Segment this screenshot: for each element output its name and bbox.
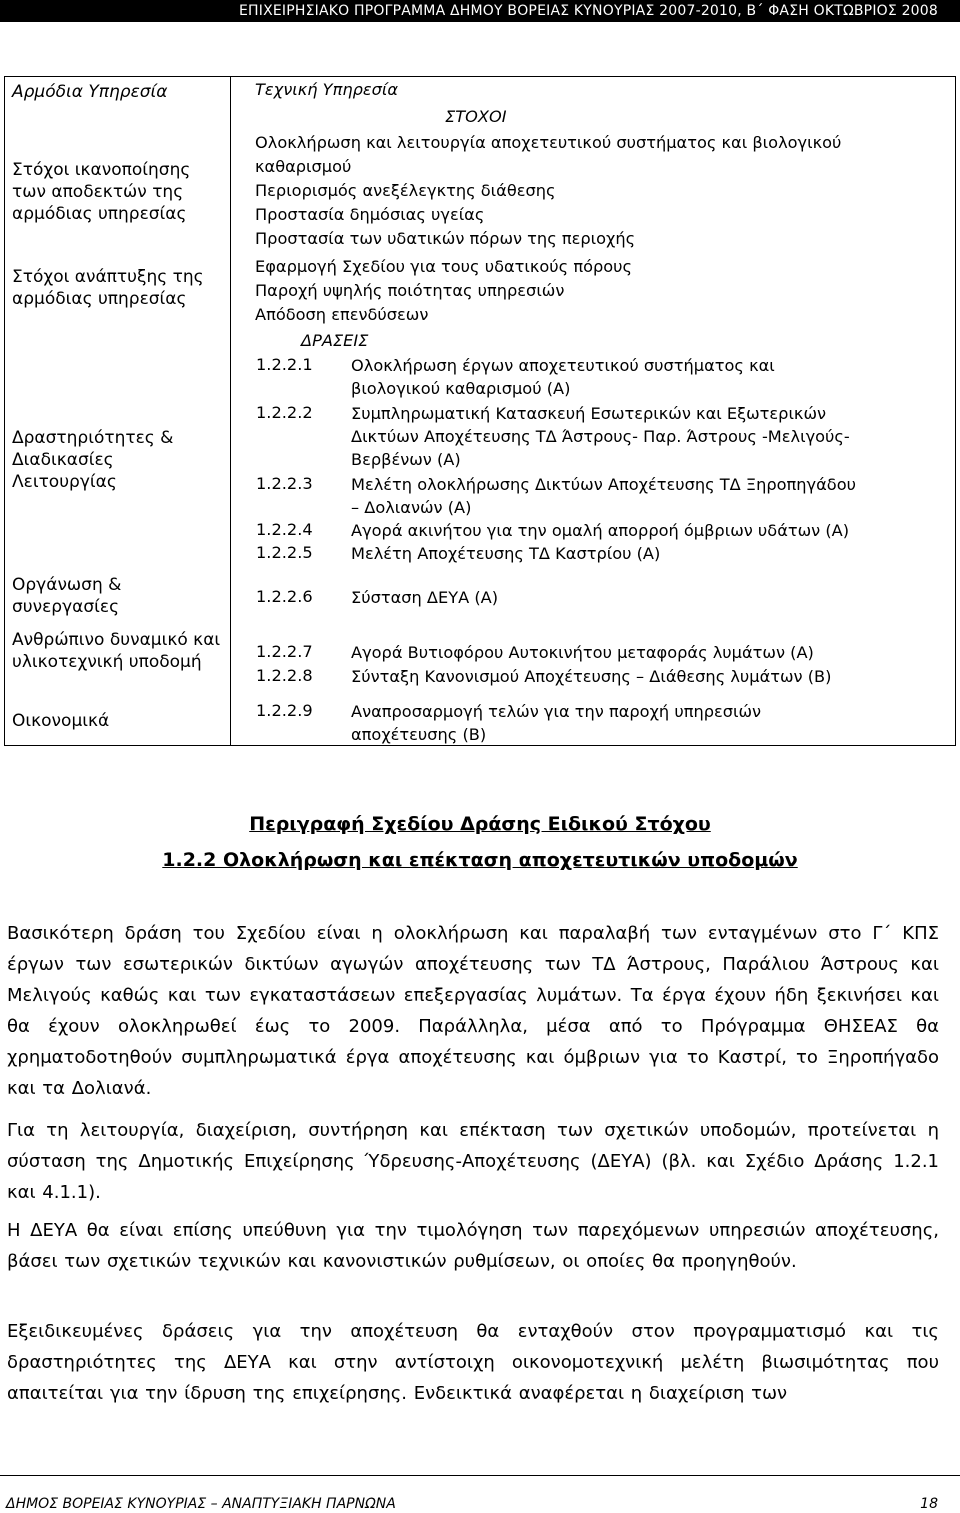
label-financial: Οικονομικά bbox=[12, 711, 110, 731]
development-goal: Απόδοση επενδύσεων bbox=[255, 305, 429, 324]
paragraph: Η ΔΕΥΑ θα είναι επίσης υπεύθυνη για την τιμολόγηση των παρεχόμενων υπηρεσιών αποχέτευσης, βάσει των σχετικών τεχνικών και κανονιστικών ρυθμίσεων, οι οποίες θα προηγηθούν. bbox=[7, 1220, 939, 1272]
paragraph: Βασικότερη δράση του Σχεδίου είναι η ολοκλήρωση και παραλαβή των ενταγμένων στο Γ΄ ΚΠΣ έργων των εσωτερικών δικτύων αγωγών αποχέτευσης των ΤΔ Άστρους, Παράλιου Άστρους και Μελιγούς καθώς και των εγκαταστάσεων επεξεργασίας λυμάτων. Τα έργα έχουν ήδη ξεκινήσει και θα έχουν ολοκληρωθεί έως το 2009. Παράλληλα, μέσα από το Πρόγραμμα ΘΗΣΕΑΣ θα χρηματοδοτηθούν συμπληρωματικά έργα αποχέτευσης και όμβριων για το Καστρί, το Ξηροπήγαδο και τα Δολιανά. bbox=[7, 923, 939, 1099]
label-satisfaction-goals: Στόχοι ικανοποίησης των αποδεκτών της αρμόδιας υπηρεσίας bbox=[12, 160, 191, 224]
label-organisation: Οργάνωση & συνεργασίες bbox=[12, 575, 122, 617]
action-text: Αγορά Βυτιοφόρου Αυτοκινήτου μεταφοράς λυμάτων (Α) bbox=[351, 643, 814, 662]
goals-heading: ΣΤΟΧΟΙ bbox=[445, 107, 507, 126]
action-text: Σύνταξη Κανονισμού Αποχέτευσης – Διάθεσης λυμάτων (Β) bbox=[351, 667, 832, 686]
actions-heading: ΔΡΑΣΕΙΣ bbox=[301, 331, 369, 350]
page-header bbox=[0, 0, 960, 22]
action-code: 1.2.2.2 bbox=[256, 403, 313, 422]
paragraph: Εξειδικευμένες δράσεις για την αποχέτευση θα ενταχθούν στον προγραμματισμό και τις δραστηριότητες της ΔΕΥΑ και στην αντίστοιχη οικονομοτεχνική μελέτη βιωσιμότητας που απαιτείται για την ίδρυση της επιχείρησης. Ενδεικτικά αναφέρεται η διαχείριση των bbox=[7, 1321, 939, 1404]
action-code: 1.2.2.8 bbox=[256, 666, 313, 685]
satisfaction-goal: Προστασία δημόσιας υγείας bbox=[255, 205, 485, 224]
action-code: 1.2.2.5 bbox=[256, 543, 313, 562]
goals-table bbox=[4, 76, 956, 746]
action-code: 1.2.2.3 bbox=[256, 474, 313, 493]
action-text: Συμπληρωματική Κατασκευή Εσωτερικών και Εξωτερικών Δικτύων Αποχέτευσης ΤΔ Άστρους- Παρ. Άστρους -Μελιγούς- Βερβένων (Α) bbox=[351, 404, 850, 469]
action-text: Μελέτη ολοκλήρωσης Δικτύων Αποχέτευσης ΤΔ Ξηροπηγάδου – Δολιανών (Α) bbox=[351, 475, 856, 517]
action-text: Αναπροσαρμογή τελών για την παροχή υπηρεσιών αποχέτευσης (Β) bbox=[351, 702, 762, 744]
satisfaction-goal: καθαρισμού bbox=[255, 157, 352, 176]
column-divider bbox=[230, 77, 231, 745]
satisfaction-goal: Περιορισμός ανεξέλεγκτης διάθεσης bbox=[255, 181, 556, 200]
development-goal: Παροχή υψηλής ποιότητας υπηρεσιών bbox=[255, 281, 565, 300]
label-development-goals: Στόχοι ανάπτυξης της αρμόδιας υπηρεσίας bbox=[12, 267, 204, 309]
paragraph: Για τη λειτουργία, διαχείριση, συντήρηση και επέκταση των σχετικών υποδομών, προτείνεται η σύσταση της Δημοτικής Επιχείρησης Ύδρευσης-Αποχέτευσης (ΔΕΥΑ) (βλ. και Σχέδιο Δράσης 1.2.1 και 4.1.1). bbox=[7, 1120, 939, 1203]
page-number: 18 bbox=[920, 1496, 938, 1512]
action-text: Μελέτη Αποχέτευσης ΤΔ Καστρίου (Α) bbox=[351, 544, 661, 563]
footer-text: ΔΗΜΟΣ ΒΟΡΕΙΑΣ ΚΥΝΟΥΡΙΑΣ – ΑΝΑΠΤΥΞΙΑΚΗ ΠΑΡΝΩΝΑ bbox=[6, 1496, 396, 1512]
satisfaction-goal: Ολοκλήρωση και λειτουργία αποχετευτικού συστήματος και βιολογικού bbox=[255, 133, 842, 152]
section-title: Περιγραφή Σχεδίου Δράσης Ειδικού Στόχου bbox=[249, 813, 711, 835]
action-code: 1.2.2.9 bbox=[256, 701, 313, 720]
section-subtitle: 1.2.2 Ολοκλήρωση και επέκταση αποχετευτικών υποδομών bbox=[162, 849, 798, 871]
satisfaction-goal: Προστασία των υδατικών πόρων της περιοχής bbox=[255, 229, 636, 248]
action-code: 1.2.2.4 bbox=[256, 520, 313, 539]
label-human-resources: Ανθρώπινο δυναμικό και υλικοτεχνική υποδομή bbox=[12, 630, 221, 672]
development-goal: Εφαρμογή Σχεδίου για τους υδατικούς πόρους bbox=[255, 257, 633, 276]
action-text: Αγορά ακινήτου για την ομαλή απορροή όμβριων υδάτων (Α) bbox=[351, 521, 850, 540]
action-code: 1.2.2.6 bbox=[256, 587, 313, 606]
action-text: Ολοκλήρωση έργων αποχετευτικού συστήματος και βιολογικού καθαρισμού (Α) bbox=[351, 356, 775, 398]
service-value: Τεχνική Υπηρεσία bbox=[255, 80, 399, 99]
action-code: 1.2.2.7 bbox=[256, 642, 313, 661]
action-code: 1.2.2.1 bbox=[256, 355, 313, 374]
page-footer bbox=[0, 1475, 960, 1513]
label-activities: Δραστηριότητες & Διαδικασίες Λειτουργίας bbox=[12, 428, 174, 492]
header-title: ΕΠΙΧΕΙΡΗΣΙΑΚΟ ΠΡΟΓΡΑΜΜΑ ΔΗΜΟΥ ΒΟΡΕΙΑΣ ΚΥΝΟΥΡΙΑΣ 2007-2010, Β΄ ΦΑΣΗ ΟΚΤΩΒΡΙΟΣ 2008 bbox=[238, 3, 938, 19]
label-service: Αρμόδια Υπηρεσία bbox=[12, 82, 168, 102]
action-text: Σύσταση ΔΕΥΑ (Α) bbox=[351, 588, 499, 607]
